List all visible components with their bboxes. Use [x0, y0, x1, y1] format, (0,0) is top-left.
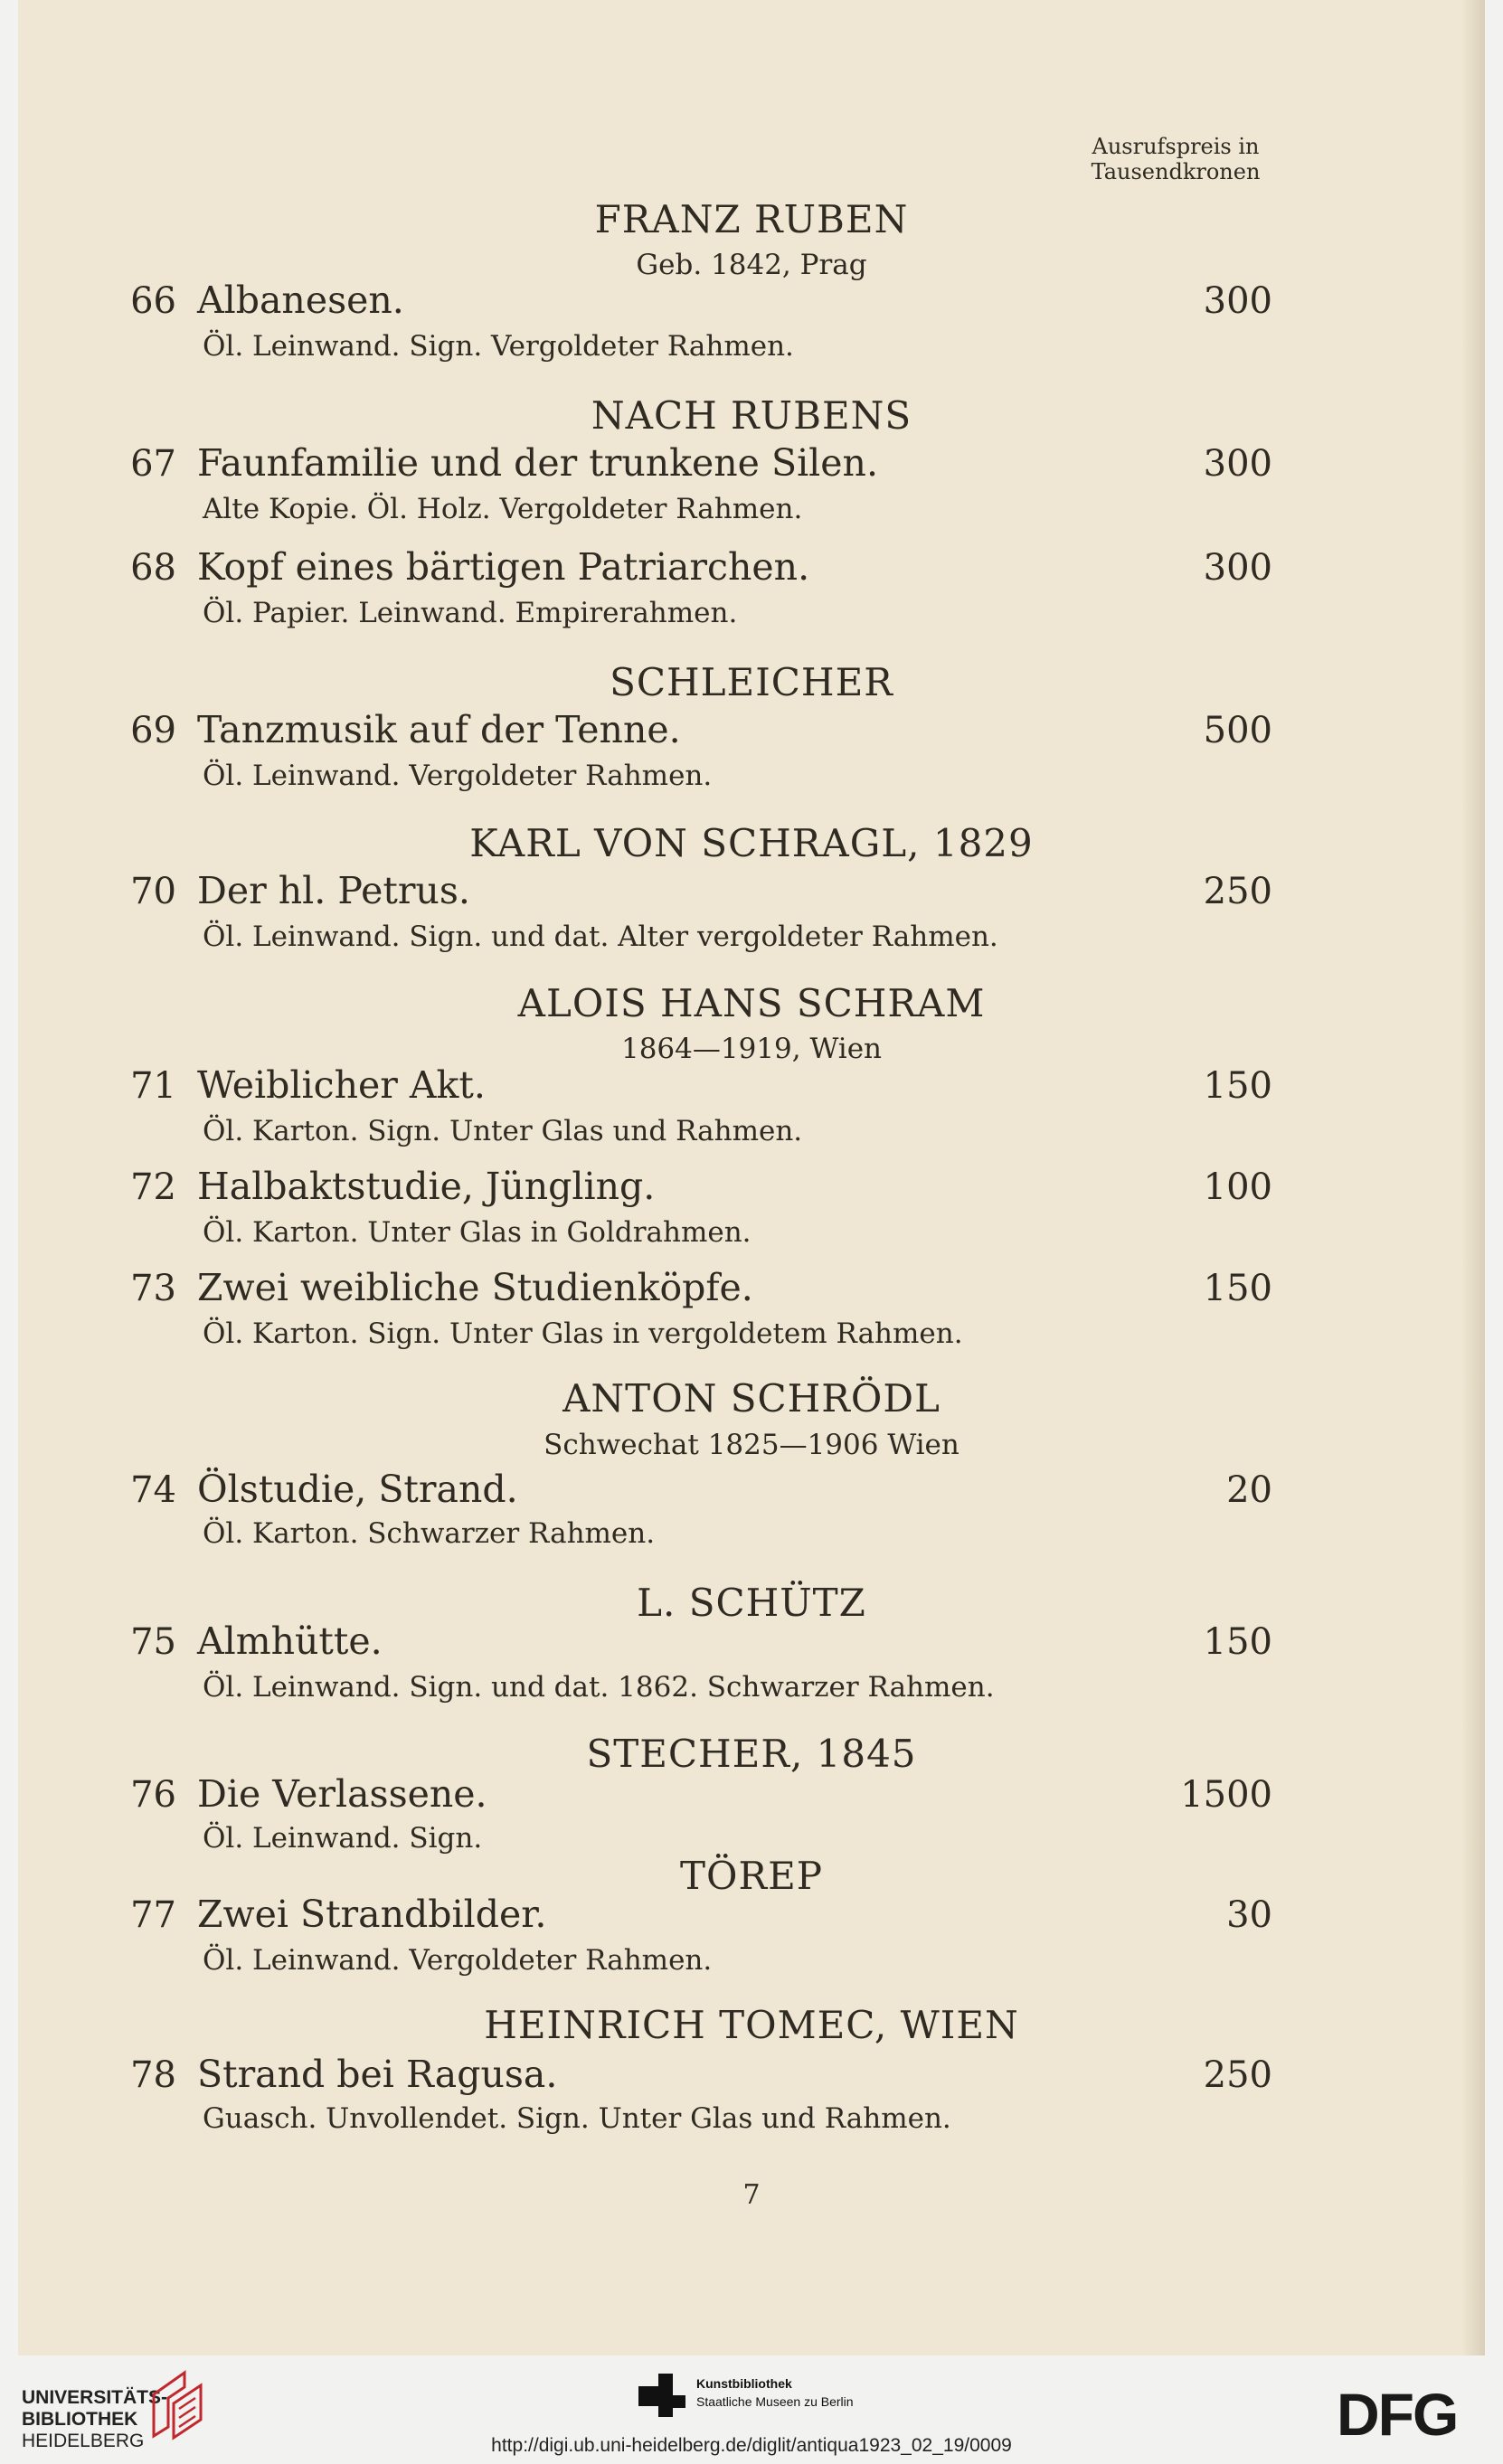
- ub-line-2: BIBLIOTHEK: [22, 2409, 138, 2430]
- entry-title: Halbaktstudie, Jüngling.: [197, 1165, 656, 1208]
- entry-description: Guasch. Unvollendet. Sign. Unter Glas und Rahmen.: [203, 2102, 951, 2135]
- kb-line-2: Staatliche Museen zu Berlin: [696, 2394, 854, 2409]
- entry-description: Öl. Leinwand. Sign. und dat. 1862. Schwarzer Rahmen.: [203, 1671, 995, 1704]
- artist-heading: KARL VON SCHRAGL, 1829: [469, 821, 1034, 865]
- source-url[interactable]: http://digi.ub.uni-heidelberg.de/diglit/antiqua1923_02_19/0009: [491, 2435, 1012, 2456]
- entry-price: 250: [1203, 2054, 1272, 2096]
- entry-title: Ölstudie, Strand.: [197, 1468, 518, 1511]
- artist-heading: L. SCHÜTZ: [637, 1581, 866, 1625]
- page-number: 7: [742, 2179, 761, 2211]
- kb-line-1: Kunstbibliothek: [696, 2376, 792, 2391]
- artist-dates: Schwechat 1825—1906 Wien: [544, 1429, 959, 1461]
- entry-description: Öl. Karton. Sign. Unter Glas in vergoldetem Rahmen.: [203, 1317, 963, 1350]
- entry-title: Weiblicher Akt.: [197, 1063, 486, 1107]
- entry-title: Zwei Strandbilder.: [197, 1893, 547, 1936]
- entry-number: 78: [130, 2054, 176, 2096]
- entry-number: 66: [130, 280, 176, 322]
- entry-title: Tanzmusik auf der Tenne.: [197, 708, 681, 751]
- entry-price: 300: [1203, 443, 1272, 485]
- entry-number: 75: [130, 1621, 176, 1663]
- entry-price: 150: [1203, 1268, 1272, 1309]
- entry-number: 74: [130, 1469, 176, 1511]
- entry-description: Öl. Karton. Unter Glas in Goldrahmen.: [203, 1216, 752, 1249]
- entry-price: 300: [1203, 280, 1272, 322]
- ub-logo-icon: [150, 2367, 210, 2441]
- ub-line-3: HEIDELBERG: [22, 2431, 145, 2451]
- entry-price: 20: [1226, 1469, 1272, 1511]
- entry-title: Der hl. Petrus.: [197, 869, 470, 912]
- entry-price: 30: [1226, 1894, 1272, 1936]
- entry-title: Albanesen.: [197, 278, 404, 322]
- entry-description: Öl. Leinwand. Sign. und dat. Alter vergoldeter Rahmen.: [203, 920, 998, 953]
- price-column-header: [1076, 134, 1275, 184]
- artist-heading: SCHLEICHER: [610, 660, 893, 704]
- entry-description: Öl. Leinwand. Sign. Vergoldeter Rahmen.: [203, 330, 794, 363]
- entry-price: 150: [1203, 1065, 1272, 1107]
- entry-price: 150: [1203, 1621, 1272, 1663]
- entry-number: 76: [130, 1774, 176, 1816]
- ub-line-1: UNIVERSITÄTS-: [22, 2387, 168, 2408]
- entry-title: Kopf eines bärtigen Patriarchen.: [197, 545, 810, 589]
- entry-number: 67: [130, 443, 176, 485]
- entry-number: 69: [130, 710, 176, 751]
- entry-price: 100: [1203, 1166, 1272, 1208]
- entry-price: 250: [1203, 871, 1272, 912]
- dfg-logo: DFG: [1337, 2381, 1458, 2448]
- artist-heading: FRANZ RUBEN: [594, 197, 909, 241]
- entry-number: 71: [130, 1065, 176, 1107]
- artist-dates: Geb. 1842, Prag: [636, 249, 867, 281]
- entry-number: 70: [130, 871, 176, 912]
- entry-description: Öl. Karton. Schwarzer Rahmen.: [203, 1517, 656, 1550]
- entry-description: Öl. Leinwand. Vergoldeter Rahmen.: [203, 760, 713, 792]
- entry-title: Almhütte.: [197, 1619, 383, 1663]
- entry-price: 1500: [1180, 1774, 1272, 1816]
- entry-description: Öl. Leinwand. Vergoldeter Rahmen.: [203, 1944, 713, 1977]
- artist-heading: ALOIS HANS SCHRAM: [517, 981, 986, 1025]
- entry-title: Strand bei Ragusa.: [197, 2053, 558, 2096]
- artist-heading: HEINRICH TOMEC, WIEN: [484, 2003, 1019, 2047]
- artist-heading: ANTON SCHRÖDL: [562, 1376, 941, 1421]
- entry-description: Öl. Karton. Sign. Unter Glas und Rahmen.: [203, 1115, 803, 1147]
- kunstbibliothek-logo-icon: [638, 2374, 689, 2417]
- artist-heading: STECHER, 1845: [586, 1732, 917, 1776]
- entry-title: Faunfamilie und der trunkene Silen.: [197, 441, 878, 485]
- entry-description: Öl. Papier. Leinwand. Empirerahmen.: [203, 597, 738, 629]
- artist-dates: 1864—1919, Wien: [620, 1033, 883, 1065]
- entry-number: 72: [130, 1166, 176, 1208]
- header-line-1: Ausrufspreis in: [1092, 134, 1260, 159]
- entry-price: 500: [1203, 710, 1272, 751]
- entry-price: 300: [1203, 547, 1272, 589]
- artist-heading: NACH RUBENS: [591, 393, 912, 438]
- entry-title: Zwei weibliche Studienköpfe.: [197, 1266, 753, 1309]
- entry-title: Die Verlassene.: [197, 1772, 487, 1816]
- entry-description: Öl. Leinwand. Sign.: [203, 1822, 483, 1855]
- catalog-page: [18, 0, 1485, 2355]
- entry-number: 68: [130, 547, 176, 589]
- kunstbibliothek-label: [696, 2374, 854, 2411]
- artist-heading: TÖREP: [680, 1854, 823, 1898]
- entry-description: Alte Kopie. Öl. Holz. Vergoldeter Rahmen.: [203, 493, 803, 525]
- header-line-2: Tausendkronen: [1091, 159, 1261, 184]
- entry-number: 77: [130, 1894, 176, 1936]
- entry-number: 73: [130, 1268, 176, 1309]
